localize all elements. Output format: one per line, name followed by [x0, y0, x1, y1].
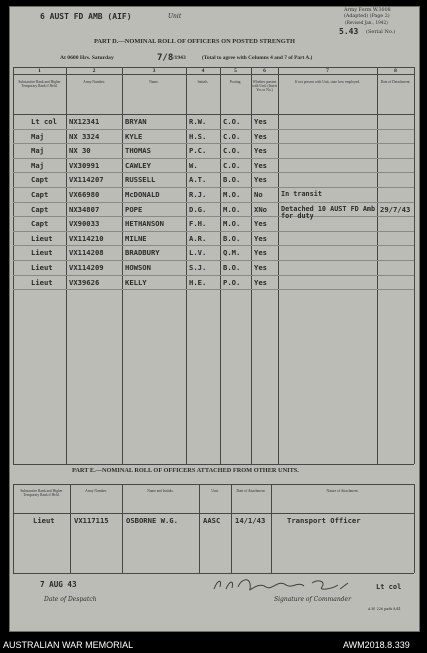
- row-number: VX114210: [69, 233, 104, 243]
- column-header: Posting.: [229, 80, 242, 84]
- row-rank: Lieut: [31, 263, 53, 272]
- row-initials: H.E.: [189, 277, 207, 287]
- table-e-border-top: [13, 484, 414, 485]
- row-employed: Detached 10 AUST FD Amb for duty: [281, 204, 376, 220]
- row-number: VX114208: [69, 248, 104, 258]
- unit-label: Unit: [168, 13, 182, 20]
- table-e-row-number: VX117115: [74, 516, 109, 525]
- table-e-row-nature: Transport Officer: [287, 516, 361, 525]
- table-e-column-rule: [13, 484, 14, 573]
- row-present: Yes: [254, 277, 267, 287]
- row-present: Yes: [254, 233, 267, 243]
- table-e-row-date: 14/1/43: [235, 516, 266, 525]
- row-initials: L.V.: [189, 248, 207, 258]
- row-initials: D.G.: [189, 204, 207, 214]
- part-d-title: PART D.—NOMINAL ROLL OF OFFICERS ON POSTED STRENGTH: [94, 38, 295, 45]
- row-name: KYLE: [125, 131, 143, 141]
- row-number: VX90033: [69, 219, 100, 229]
- row-number: NX34807: [69, 204, 100, 214]
- table-e-border-bottom: [13, 573, 414, 574]
- table-e-rule-header: [13, 513, 414, 514]
- row-name: BRYAN: [125, 117, 147, 126]
- row-number: NX 30: [69, 146, 91, 156]
- row-rank: Maj: [31, 131, 44, 141]
- row-initials: R.W.: [189, 117, 207, 126]
- part-d-date: 7/8: [157, 53, 174, 63]
- table-e-column-header: Date of Attachment.: [236, 489, 266, 493]
- table-e-column-header: Substantive Rank and Higher Temporary Rank if Held.: [20, 489, 63, 498]
- row-name: RUSSELL: [125, 175, 156, 185]
- row-number: VX66980: [69, 190, 100, 199]
- row-name: POPE: [125, 204, 143, 214]
- row-posting: C.O.: [223, 117, 241, 126]
- part-e-title: PART E.—NOMINAL ROLL OF OFFICERS ATTACHED FROM OTHER UNITS.: [72, 467, 299, 474]
- row-posting: C.O.: [223, 131, 241, 141]
- despatch-label: Date of Despatch: [44, 596, 97, 603]
- archive-id: AWM2018.8.339: [343, 640, 410, 650]
- column-number: 6: [263, 67, 266, 74]
- row-name: MILNE: [125, 233, 147, 243]
- row-number: VX114207: [69, 175, 104, 185]
- row-number: VX39626: [69, 277, 100, 287]
- commander-rank: Lt col: [376, 583, 402, 591]
- row-date: 29/7/43: [380, 204, 411, 214]
- row-employed: In transit: [281, 190, 322, 198]
- table-e-column-rule: [231, 484, 232, 573]
- unit-name: 6 AUST FD AMB (AIF): [40, 12, 132, 21]
- part-d-time-label: At 0600 Hrs. Saturday: [60, 55, 114, 61]
- table-e-column-header: Army Number.: [85, 489, 107, 493]
- row-posting: P.O.: [223, 277, 241, 287]
- row-present: Yes: [254, 131, 267, 141]
- column-header: Substantive Rank and Higher Temporary Rank if Held.: [18, 80, 61, 89]
- commander-signature: [208, 575, 358, 597]
- column-header: Name.: [149, 80, 159, 84]
- column-number: 3: [152, 67, 156, 74]
- column-number: 1: [38, 67, 41, 74]
- column-number: 5: [234, 67, 237, 74]
- row-name: KELLY: [125, 277, 147, 287]
- part-d-note: (Total to agree with Columns 4 and 7 of Part A.): [202, 55, 313, 61]
- row-rank: Lieut: [31, 248, 53, 258]
- row-posting: B.O.: [223, 233, 241, 243]
- row-initials: H.S.: [189, 131, 207, 141]
- row-rank: Maj: [31, 146, 44, 156]
- table-e-column-rule: [271, 484, 272, 573]
- row-present: Yes: [254, 160, 267, 170]
- row-posting: C.O.: [223, 160, 241, 170]
- print-ref: A.W. 226 pads 8/41: [368, 607, 401, 611]
- row-rank: Capt: [31, 219, 49, 229]
- row-rank: Lieut: [31, 233, 53, 243]
- row-rank: Capt: [31, 190, 49, 199]
- row-posting: B.O.: [223, 263, 241, 272]
- form-revised: (Revised Jan., 1942): [345, 20, 388, 25]
- table-e-column-rule: [199, 484, 200, 573]
- row-present: Yes: [254, 263, 267, 272]
- row-present: Yes: [254, 146, 267, 156]
- row-initials: A.T.: [189, 175, 207, 185]
- row-name: HETHANSON: [125, 219, 164, 229]
- table-e-column-header: Nature of Attachment.: [326, 489, 359, 493]
- row-posting: M.O.: [223, 190, 241, 199]
- row-name: McDONALD: [125, 190, 160, 199]
- row-initials: F.H.: [189, 219, 207, 229]
- row-present: Yes: [254, 219, 267, 229]
- row-posting: B.O.: [223, 175, 241, 185]
- serial-value: 5.43: [339, 27, 359, 36]
- table-e-column-rule: [414, 484, 415, 573]
- table-e-row-name: OSBORNE W.G.: [126, 516, 178, 525]
- part-d-year: /1943: [173, 55, 186, 61]
- column-number: 2: [92, 67, 96, 74]
- row-rank: Lieut: [31, 277, 53, 287]
- table-e-row-unit: AASC: [203, 516, 221, 525]
- row-number: NX12341: [69, 117, 100, 126]
- row-posting: Q.M.: [223, 248, 241, 258]
- row-initials: W.: [189, 160, 198, 170]
- row-present: XNo: [254, 204, 267, 214]
- row-number: VX30991: [69, 160, 100, 170]
- archive-footer: [0, 637, 427, 653]
- form-name: Army Form W.3008: [344, 8, 391, 13]
- row-name: BRADBURY: [125, 248, 160, 258]
- row-name: HOWSON: [125, 263, 151, 272]
- column-number: 7: [326, 67, 329, 74]
- column-header: Date of Detachment.: [380, 80, 411, 84]
- serial-label: (Serial No.): [366, 29, 396, 35]
- row-present: Yes: [254, 117, 267, 126]
- row-initials: R.J.: [189, 190, 207, 199]
- part-e-table: [10, 7, 419, 631]
- row-rank: Maj: [31, 160, 44, 170]
- row-rank: Capt: [31, 204, 49, 214]
- row-rank: Capt: [31, 175, 49, 185]
- column-header: If not present with Unit, state how employed.: [294, 80, 361, 84]
- form-page: [9, 6, 420, 632]
- column-header: Whether present with Unit. (Insert Yes or No.): [252, 80, 277, 93]
- column-header: Initials.: [197, 80, 209, 84]
- row-name: CAWLEY: [125, 160, 151, 170]
- row-initials: P.C.: [189, 146, 207, 156]
- row-present: Yes: [254, 175, 267, 185]
- row-posting: M.O.: [223, 219, 241, 229]
- archive-name: AUSTRALIAN WAR MEMORIAL: [3, 640, 134, 650]
- table-e-column-header: Name and Initials.: [147, 489, 174, 493]
- row-name: THOMAS: [125, 146, 151, 156]
- row-present: No: [254, 190, 263, 199]
- row-posting: C.O.: [223, 146, 241, 156]
- row-initials: A.R.: [189, 233, 207, 243]
- column-header: Army Number.: [83, 80, 105, 84]
- row-rank: Lt col: [31, 117, 57, 126]
- row-present: Yes: [254, 248, 267, 258]
- table-e-column-header: Unit.: [211, 489, 219, 493]
- table-e-column-rule: [70, 484, 71, 573]
- table-e-row-rank: Lieut: [33, 516, 55, 525]
- row-initials: S.J.: [189, 263, 207, 272]
- column-number: 4: [201, 67, 205, 74]
- form-adapted: (Adapted) (Page 2): [344, 14, 390, 19]
- row-posting: M.O.: [223, 204, 241, 214]
- despatch-date: 7 AUG 43: [40, 580, 77, 589]
- commander-label: Signature of Commander: [274, 596, 351, 603]
- row-number: NX 3324: [69, 131, 100, 141]
- table-e-column-rule: [122, 484, 123, 573]
- row-number: VX114209: [69, 263, 104, 272]
- column-number: 8: [394, 67, 397, 74]
